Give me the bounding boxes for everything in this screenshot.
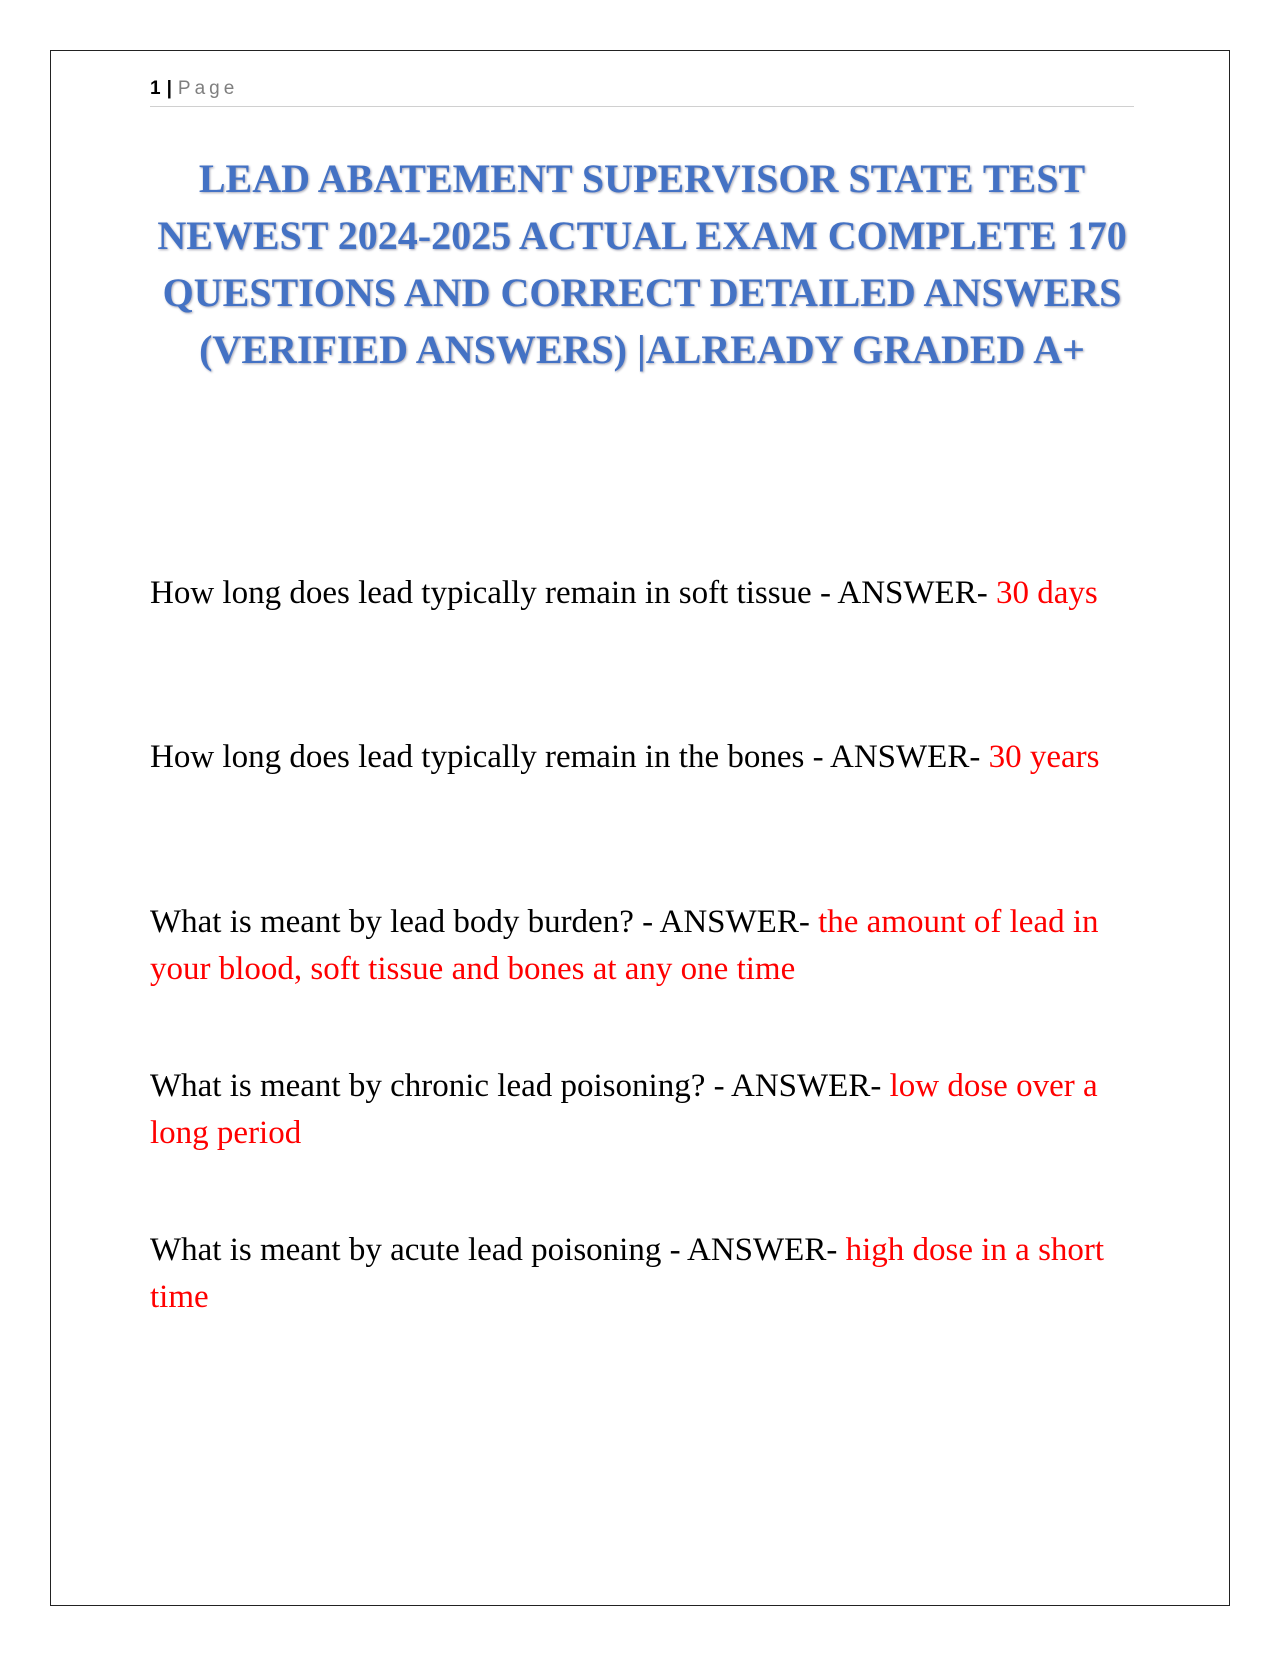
page-number: 1	[150, 78, 161, 99]
qa-item-4	[150, 1063, 1134, 1157]
question-text: What is meant by chronic lead poisoning? - ANSWER-	[150, 1068, 890, 1104]
question-text: How long does lead typically remain in soft tissue - ANSWER-	[150, 575, 996, 611]
page-label: Page	[177, 78, 239, 99]
question-text: What is meant by lead body burden? - ANSWER-	[150, 904, 819, 940]
qa-item-5	[150, 1227, 1134, 1321]
question-text: What is meant by acute lead poisoning - ANSWER-	[150, 1232, 846, 1268]
document-title: LEAD ABATEMENT SUPERVISOR STATE TEST NEWEST 2024-2025 ACTUAL EXAM COMPLETE 170 QUESTIONS AND CORRECT DETAILED ANSWERS (VERIFIED ANSWERS) |ALREADY GRADED A+	[157, 156, 1127, 372]
answer-text: the amount of lead in your blood, soft tissue and bones at any one time	[150, 904, 1099, 987]
answer-text: 30 days	[995, 575, 1098, 611]
answer-text: high dose in a short time	[150, 1232, 1105, 1315]
qa-item-1	[150, 570, 1134, 617]
page-separator: |	[166, 78, 172, 99]
answer-text: 30 years	[988, 739, 1100, 775]
page-header	[150, 78, 1134, 107]
qa-item-3	[150, 899, 1134, 993]
answer-text: low dose over a long period	[150, 1068, 1098, 1151]
question-text: How long does lead typically remain in the bones - ANSWER-	[150, 739, 989, 775]
qa-item-2	[150, 734, 1134, 781]
